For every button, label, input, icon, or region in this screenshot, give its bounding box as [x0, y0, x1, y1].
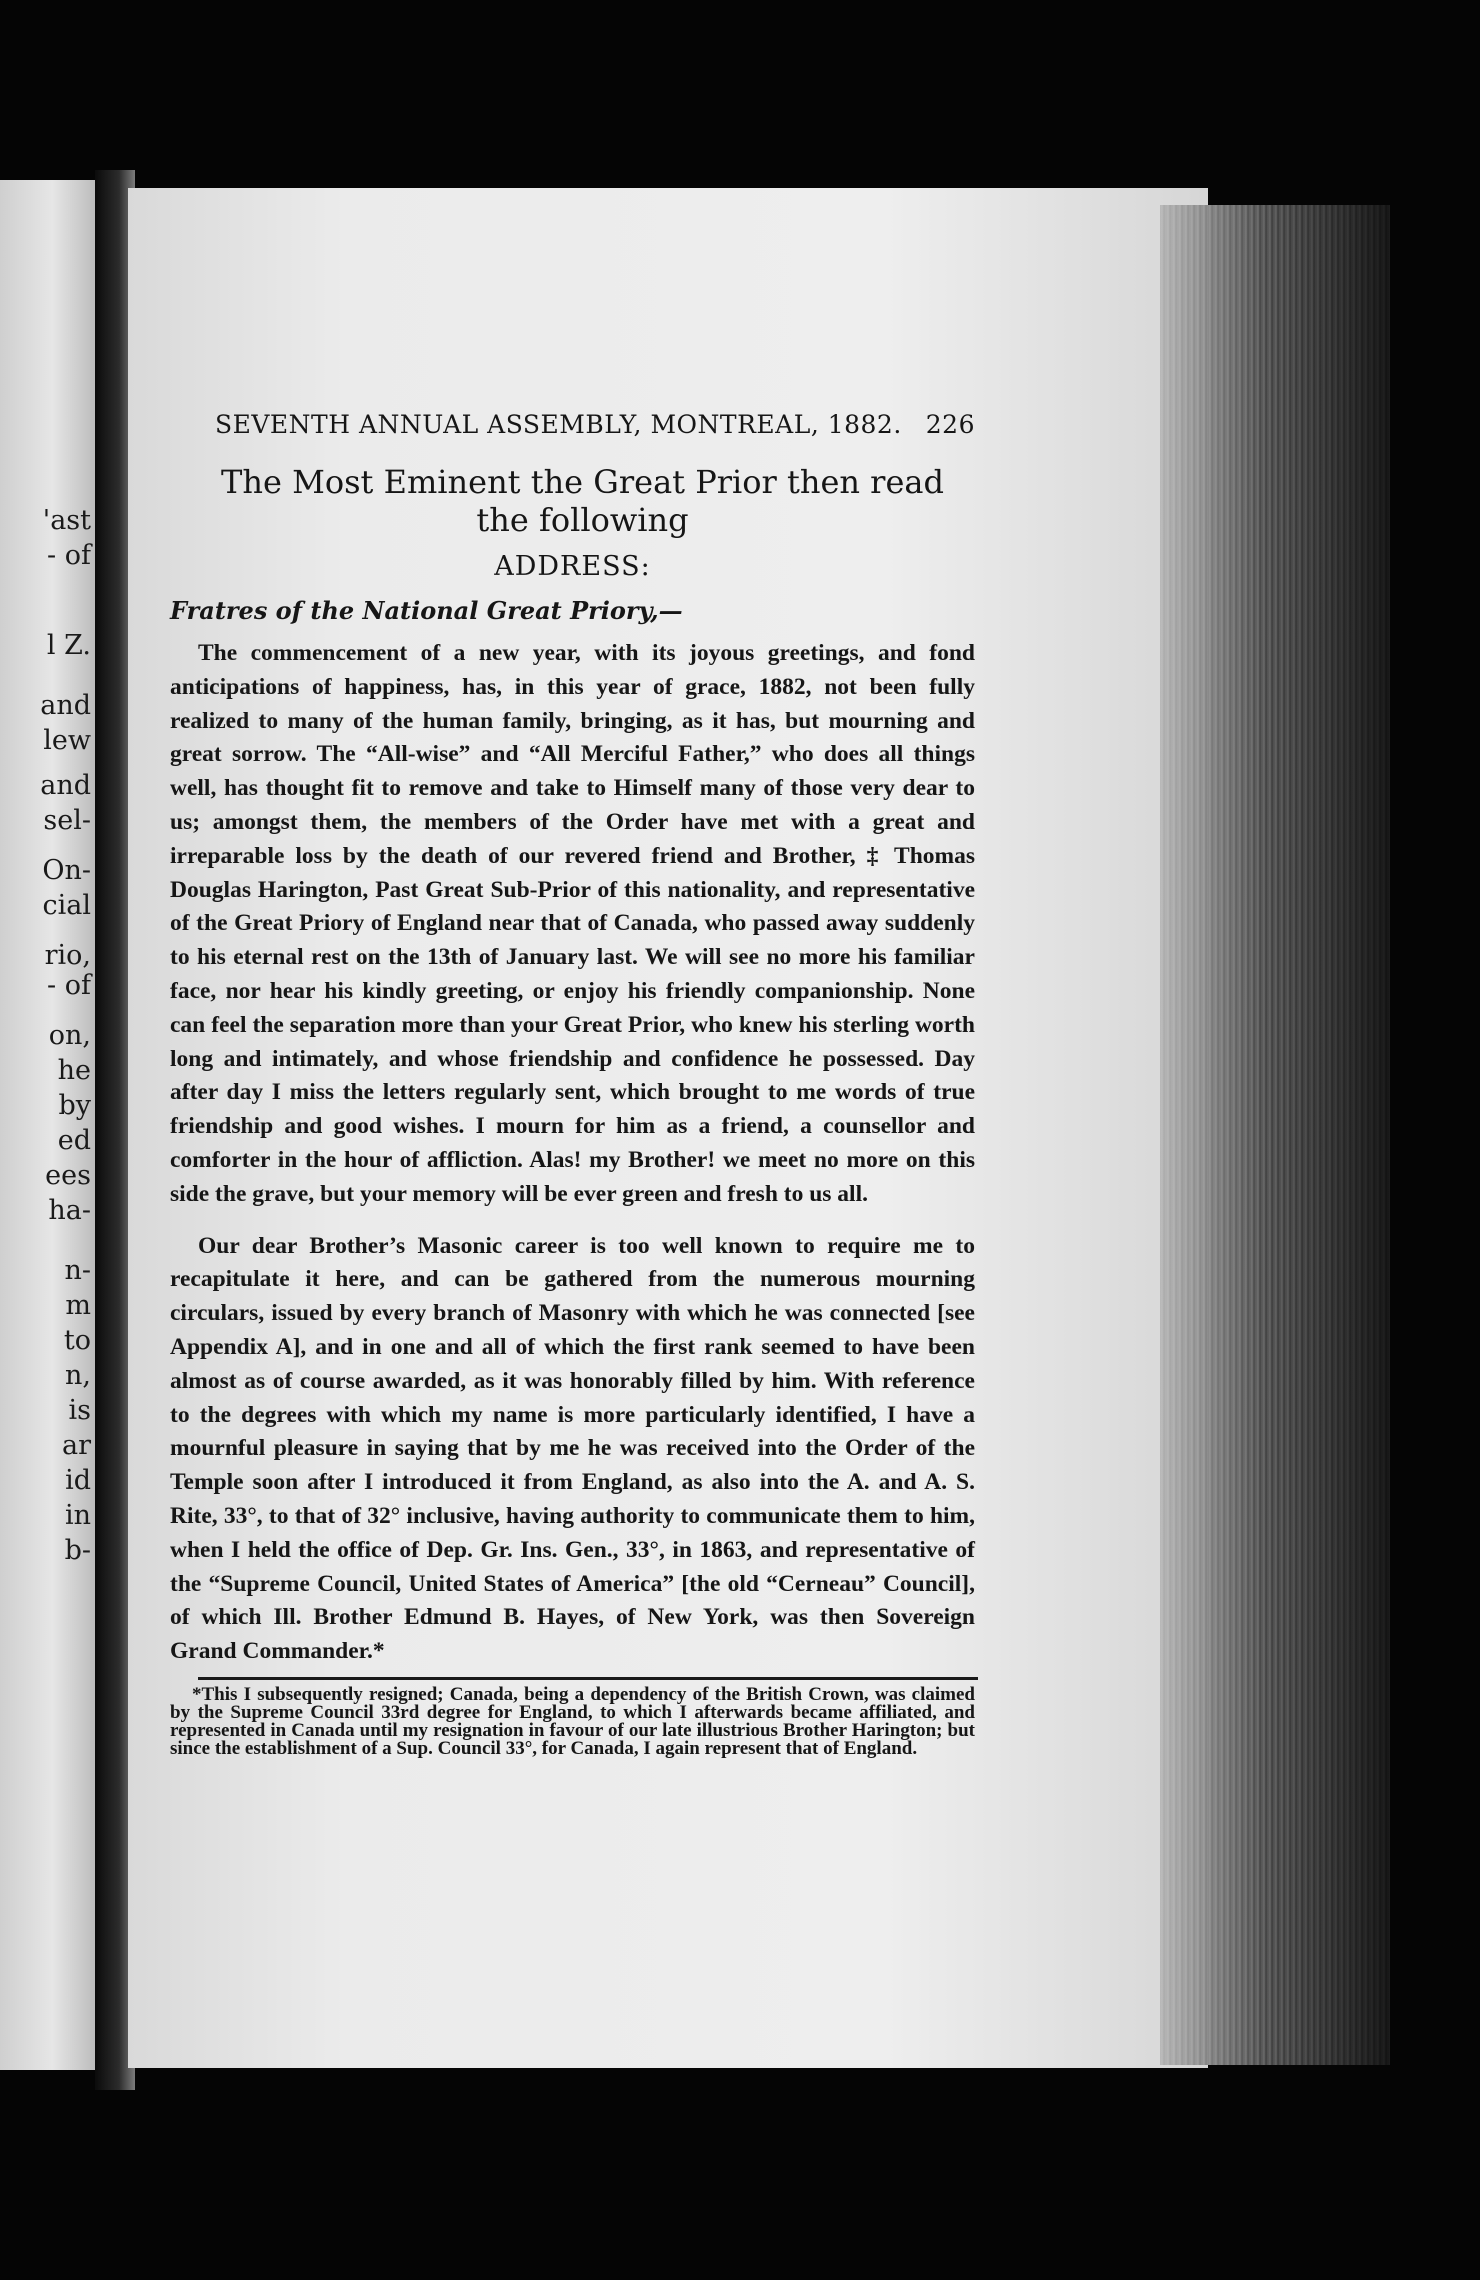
- facing-page-text: 'ast: [42, 505, 91, 536]
- facing-page-text: to: [63, 1325, 91, 1356]
- facing-page-text: lew: [43, 725, 91, 756]
- section-heading: ADDRESS:: [494, 551, 651, 582]
- footnote: *This I subsequently resigned; Canada, being a dependency of the British Crown, was claimed by the Supreme Council 33rd degree for England, to which I afterwards became affiliated, and represented in Canada until my resignation in favour of our late illustrious Brother Harington; but since the establishment of a Sup. Council 33°, for Canada, I again represent that of England.: [170, 1683, 975, 1759]
- facing-page-text: On-: [42, 855, 91, 886]
- facing-page-text: in: [64, 1500, 91, 1531]
- facing-page-text: l Z.: [46, 630, 91, 661]
- facing-page-text: on,: [48, 1020, 91, 1051]
- facing-page-text: sel-: [43, 805, 91, 836]
- page-edges-shading: [1160, 205, 1390, 2065]
- facing-page-text: id: [65, 1465, 91, 1496]
- facing-page-text: rio,: [44, 940, 91, 971]
- facing-page-text: n-: [64, 1255, 91, 1286]
- facing-page-text: ees: [45, 1160, 91, 1191]
- facing-page-text: and: [40, 770, 91, 801]
- facing-page-text: by: [58, 1090, 91, 1121]
- facing-page-text: ed: [57, 1125, 91, 1156]
- body-paragraph: Our dear Brother’s Masonic career is too well known to require me to recapitulate it here, and can be gathered from the numerous mourning circulars, issued by every branch of Masonry with which he was connected [see Appendix A], and in one and all of which the first rank seemed to have been almost as of course awarded, as it was honorably filled by him. With reference to the degrees with which my name is more particularly identified, I have a mournful pleasure in saying that by me he was received into the Order of the Temple soon after I introduced it from England, as also into the A. and A. S. Rite, 33°, to that of 32° inclusive, having authority to communicate them to him, when I held the office of Dep. Gr. Ins. Gen., 33°, in 1863, and representative of the “Supreme Council, United States of America” [the old “Cerneau” Council], of which Ill. Brother Edmund B. Hayes, of New York, was then Sovereign Grand Commander.*: [170, 1232, 975, 1665]
- body-paragraph: The commencement of a new year, with its joyous greetings, and fond anticipations of happiness, has, in this year of grace, 1882, not been fully realized to many of the human family, bringing, as it has, but mourning and great sorrow. The “All-wise” and “All Merciful Father,” who does all things well, has thought fit to remove and take to Himself many of those very dear to us; amongst them, the members of the Order have met with a great and irreparable loss by the death of our revered friend and Brother, ‡ Thomas Douglas Harington, Past Great Sub-Prior of this nationality, and representative of the Great Priory of England near that of Canada, who passed away suddenly to his eternal rest on the 13th of January last. We will see no more his familiar face, nor hear his kindly greeting, or enjoy his friendly companionship. None can feel the separation more than your Great Prior, who knew his sterling worth long and intimately, and whose friendship and confidence he possessed. Day after day I miss the letters regularly sent, which brought to me words of true friendship and good wishes. I mourn for him as a friend, a counsellor and comforter in the hour of affliction. Alas! my Brother! we meet no more on this side the grave, but your memory will be ever green and fresh to us all.: [170, 640, 975, 1207]
- facing-page-text: m: [65, 1290, 91, 1321]
- facing-page-text: is: [68, 1395, 91, 1426]
- page-content: [170, 410, 975, 1758]
- facing-page-sliver: [0, 180, 95, 2070]
- facing-page-text: ar: [61, 1430, 91, 1461]
- facing-page-text: he: [57, 1055, 91, 1086]
- facing-page-text: cial: [42, 890, 91, 921]
- facing-page-text: and: [40, 690, 91, 721]
- page-number: 226: [925, 410, 975, 439]
- running-head-title: SEVENTH ANNUAL ASSEMBLY, MONTREAL, 1882.: [215, 410, 902, 439]
- salutation: Fratres of the National Great Priory,—: [170, 596, 683, 625]
- facing-page-text: - of: [47, 540, 91, 571]
- running-head: [215, 410, 975, 439]
- facing-page-text: ha-: [48, 1195, 91, 1226]
- footnote-rule: [198, 1677, 978, 1680]
- facing-page-text: n,: [65, 1360, 91, 1391]
- facing-page-text: - of: [47, 970, 91, 1001]
- intro-line: The Most Eminent the Great Prior then read the following: [221, 463, 944, 539]
- facing-page-text: b-: [64, 1535, 91, 1566]
